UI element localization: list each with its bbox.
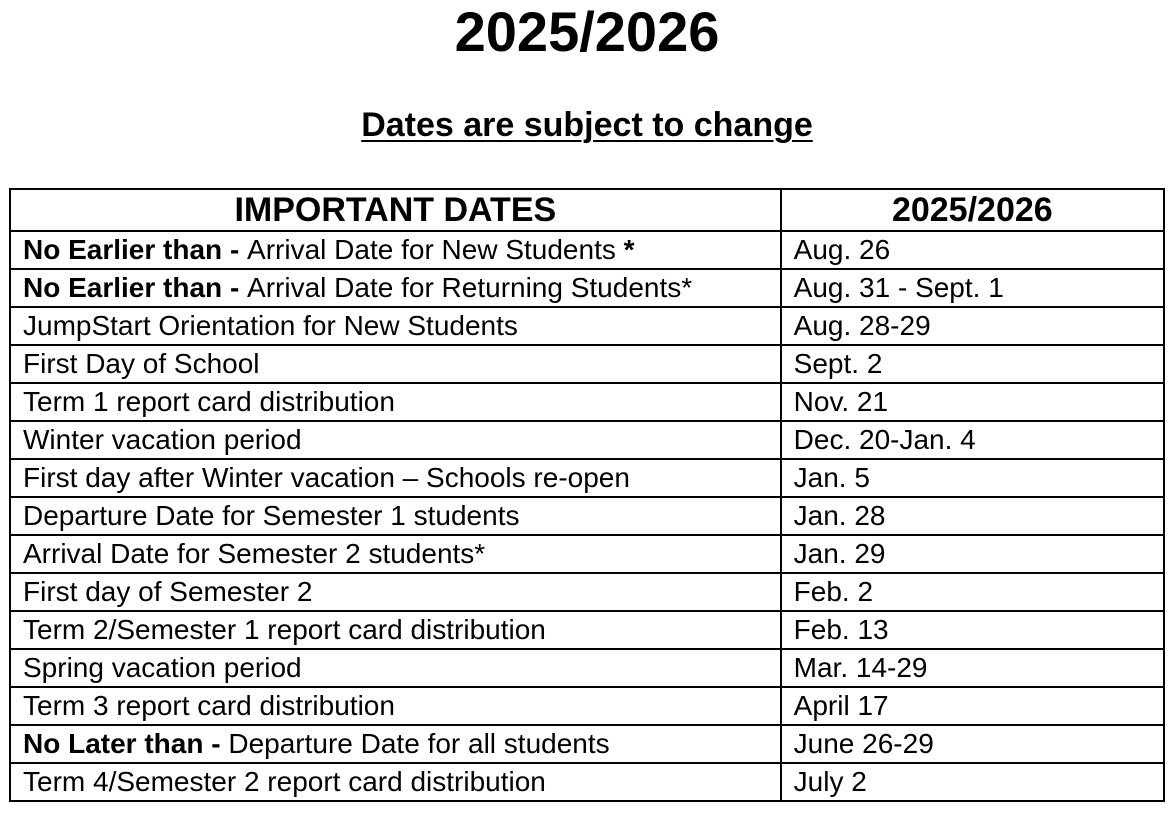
date-cell: Aug. 26 [781,231,1164,269]
event-cell [10,269,781,307]
date-cell: Feb. 2 [781,573,1164,611]
table-row [10,459,1164,497]
event-description: First day after Winter vacation – Schools re-open [23,462,630,493]
table-row [10,307,1164,345]
event-cell [10,383,781,421]
date-cell: July 2 [781,763,1164,801]
date-cell: Jan. 29 [781,535,1164,573]
event-cell [10,649,781,687]
event-description: Departure Date for Semester 1 students [23,500,520,531]
table-header-row [10,189,1164,231]
event-description: Arrival Date for Returning Students* [247,272,693,303]
event-qualifier: No Earlier than - [23,234,248,265]
table-row [10,421,1164,459]
table-row [10,649,1164,687]
page-title: 2025/2026 [454,0,720,63]
event-cell [10,345,781,383]
date-cell: Dec. 20-Jan. 4 [781,421,1164,459]
table-row [10,611,1164,649]
header-important-dates: IMPORTANT DATES [10,189,781,231]
date-cell: June 26-29 [781,725,1164,763]
date-cell: Jan. 28 [781,497,1164,535]
event-description: Arrival Date for New Students [247,234,624,265]
event-qualifier: No Earlier than - [23,272,248,303]
date-cell: Nov. 21 [781,383,1164,421]
date-cell: Sept. 2 [781,345,1164,383]
table-body [10,231,1164,801]
event-description: First Day of School [23,348,260,379]
event-description: Winter vacation period [23,424,302,455]
event-cell [10,611,781,649]
event-description: Term 4/Semester 2 report card distribution [23,766,546,797]
event-description: JumpStart Orientation for New Students [23,310,518,341]
table-row [10,497,1164,535]
table-row [10,687,1164,725]
header-school-year: 2025/2026 [781,189,1164,231]
event-description: Departure Date for all students [228,728,610,759]
date-cell: Aug. 31 - Sept. 1 [781,269,1164,307]
table-row [10,269,1164,307]
event-description: Arrival Date for Semester 2 students* [23,538,486,569]
event-cell [10,763,781,801]
event-cell [10,231,781,269]
event-cell [10,573,781,611]
event-description: Term 3 report card distribution [23,690,395,721]
table-row [10,573,1164,611]
table-row [10,725,1164,763]
table-row [10,345,1164,383]
event-cell [10,307,781,345]
important-dates-table [9,188,1165,802]
event-cell [10,725,781,763]
table-row [10,535,1164,573]
date-cell: Aug. 28-29 [781,307,1164,345]
event-cell [10,497,781,535]
date-cell: April 17 [781,687,1164,725]
event-description: Term 2/Semester 1 report card distribution [23,614,546,645]
page-subtitle: Dates are subject to change [361,106,813,144]
table-row [10,231,1164,269]
event-cell [10,535,781,573]
event-cell [10,421,781,459]
event-qualifier: No Later than - [23,728,229,759]
table-row [10,383,1164,421]
event-description: First day of Semester 2 [23,576,313,607]
event-description: Spring vacation period [23,652,302,683]
date-cell: Jan. 5 [781,459,1164,497]
date-cell: Mar. 14-29 [781,649,1164,687]
event-description: Term 1 report card distribution [23,386,395,417]
event-cell [10,687,781,725]
date-cell: Feb. 13 [781,611,1164,649]
table-row [10,763,1164,801]
event-cell [10,459,781,497]
event-footnote-marker: * [623,234,635,265]
